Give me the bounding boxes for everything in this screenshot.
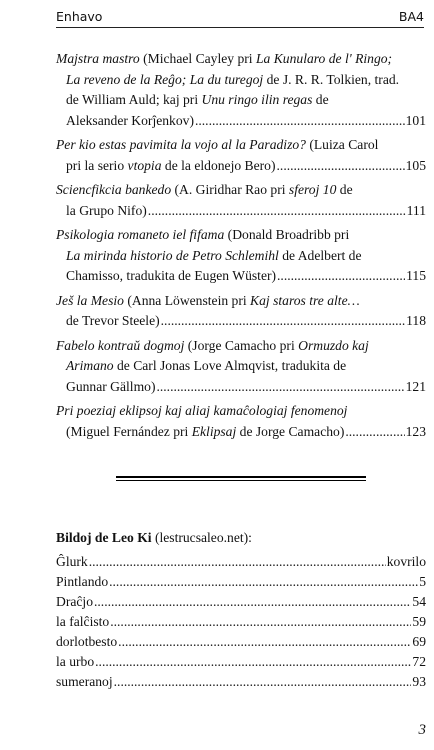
title-italic-segment: Unu ringo ilin regas xyxy=(201,92,313,107)
leader-dots xyxy=(277,156,405,177)
illustration-label: Ĝlurk xyxy=(56,554,88,569)
text-segment: (Jorge Camacho pri xyxy=(184,337,299,353)
title-italic-segment: Sciencfikcia bankedo xyxy=(56,182,172,197)
toc-page-number: 115 xyxy=(406,268,426,283)
illustration-page: kovrilo xyxy=(386,554,426,569)
toc-entry-line xyxy=(56,225,426,246)
illustration-page: 72 xyxy=(412,654,426,669)
leader-dots xyxy=(161,311,405,332)
leader-dots xyxy=(95,652,411,672)
toc-page-number: 123 xyxy=(405,423,426,439)
toc-entry-line xyxy=(56,336,426,357)
illustration-entry[interactable] xyxy=(56,612,426,632)
title-italic-segment: Eklipsaj xyxy=(191,423,237,439)
illustration-label: dorlotbesto xyxy=(56,634,118,649)
text-segment: de Carl Jonas Love Almqvist, tradukita de xyxy=(113,358,347,373)
toc-entry-text xyxy=(66,266,276,287)
title-italic-segment: Fabelo kontraŭ dogmoj xyxy=(56,337,185,353)
illustration-page: 54 xyxy=(412,594,426,609)
text-segment: de xyxy=(336,182,353,197)
leader-dots xyxy=(148,201,406,222)
text-segment: Gunnar Gällmo) xyxy=(66,378,156,394)
toc-entry-line xyxy=(56,70,426,91)
toc-entry-line xyxy=(56,291,426,312)
toc-entry-text xyxy=(66,201,147,222)
toc-entry[interactable] xyxy=(56,49,426,131)
toc-entry-last-line xyxy=(56,201,426,222)
illustration-page: 69 xyxy=(412,634,426,649)
toc-entry-line xyxy=(56,246,426,267)
text-segment: (A. Giridhar Rao pri xyxy=(171,182,289,197)
text-segment: Chamisso, tradukita de Eugen Wüster) xyxy=(66,268,277,283)
toc-entry[interactable] xyxy=(56,336,426,398)
text-segment: (Anna Löwenstein pri xyxy=(123,292,251,308)
toc-entry-text xyxy=(66,311,160,332)
leader-dots xyxy=(114,672,412,692)
leader-dots xyxy=(156,377,404,398)
toc-entry[interactable] xyxy=(56,401,426,442)
illustration-entry[interactable] xyxy=(56,652,426,672)
illustration-label: la urbo xyxy=(56,654,95,669)
illustration-page: 93 xyxy=(412,674,426,689)
text-segment: la Grupo Nifo) xyxy=(66,202,147,218)
illustration-page: 59 xyxy=(412,614,426,629)
illustration-label: Pintlando xyxy=(56,574,109,589)
illustrations-title-bold: Bildoj de Leo Ki xyxy=(56,530,152,545)
illustration-entry[interactable] xyxy=(56,572,426,592)
header-code: BA4 xyxy=(398,9,424,24)
toc-page-number: 111 xyxy=(406,202,426,218)
title-italic-segment: La reveno de la Reĝo; La du turegoj xyxy=(66,71,264,87)
title-italic-segment: Majstra mastro xyxy=(56,51,140,66)
illustrations-title xyxy=(56,528,426,548)
toc-entry-text xyxy=(66,422,344,443)
toc-entry-last-line xyxy=(56,377,426,398)
leader-dots xyxy=(345,422,404,443)
title-italic-segment: Per kio estas pavimita la vojo al la Paradizo? xyxy=(56,137,306,152)
text-segment: de William Auld; kaj pri xyxy=(66,92,202,107)
toc-page-number: 105 xyxy=(405,157,426,173)
table-of-contents xyxy=(56,49,426,446)
text-segment: (Miguel Fernández pri xyxy=(66,423,192,439)
toc-entry-last-line xyxy=(56,156,426,177)
illustration-label: Draĉjo xyxy=(56,594,93,609)
illustrations-rows xyxy=(56,552,426,692)
toc-entry-line xyxy=(56,180,426,201)
toc-entry-last-line xyxy=(56,311,426,332)
illustration-entry[interactable] xyxy=(56,552,426,572)
title-italic-segment: Pri poeziaj eklipsoj kaj aliaj kamaĉologiaj fenomenoj xyxy=(56,403,348,418)
toc-entry[interactable] xyxy=(56,225,426,287)
leader-dots xyxy=(277,266,405,287)
illustration-entry[interactable] xyxy=(56,592,426,612)
toc-entry-line xyxy=(56,135,426,156)
illustration-label: sumeranoj xyxy=(56,674,113,689)
toc-entry-text xyxy=(66,156,276,177)
illustration-page: 5 xyxy=(419,574,426,589)
title-italic-segment: Ješ la Mesio xyxy=(56,292,124,308)
text-segment: (Michael Cayley pri xyxy=(139,51,256,66)
title-italic-segment: La Kunularo de l' Ringo; xyxy=(255,51,393,66)
leader-dots xyxy=(89,552,386,572)
header-section-title: Enhavo xyxy=(56,9,103,24)
title-italic-segment: La mirinda historio de Petro Schlemihl xyxy=(66,247,279,263)
title-italic-segment: Ormuzdo kaj xyxy=(298,337,369,353)
toc-entry-last-line xyxy=(56,111,426,132)
toc-entry-text xyxy=(66,111,194,132)
running-header xyxy=(56,6,424,28)
toc-entry-text xyxy=(66,377,155,398)
illustrations-list xyxy=(56,528,426,692)
toc-entry[interactable] xyxy=(56,135,426,176)
toc-entry-line xyxy=(56,356,426,377)
illustrations-title-rest: (lestrucsaleo.net): xyxy=(151,530,252,545)
toc-page-number: 118 xyxy=(406,313,426,328)
title-italic-segment: vtopia xyxy=(127,157,162,173)
toc-entry-last-line xyxy=(56,422,426,443)
text-segment: de xyxy=(312,92,329,107)
title-italic-segment: Kaj staros tre alte… xyxy=(250,292,360,308)
text-segment: de la eldonejo Bero) xyxy=(161,157,276,173)
text-segment: de Trevor Steele) xyxy=(66,313,160,328)
illustration-entry[interactable] xyxy=(56,632,426,652)
toc-entry[interactable] xyxy=(56,180,426,221)
leader-dots xyxy=(118,632,411,652)
text-segment: de J. R. R. Tolkien, trad. xyxy=(263,71,400,87)
text-segment: de Jorge Camacho) xyxy=(236,423,345,439)
divider-rule-thin xyxy=(116,480,366,481)
text-segment: (Donald Broadribb pri xyxy=(224,227,350,242)
title-italic-segment: sferoj 10 xyxy=(288,182,337,197)
toc-page-number: 101 xyxy=(405,112,426,128)
text-segment: Aleksander Korĵenkov) xyxy=(66,112,194,128)
text-segment: pri la serio xyxy=(66,157,128,173)
leader-dots xyxy=(110,612,411,632)
toc-page-number: 121 xyxy=(405,378,426,394)
toc-entry-line xyxy=(56,90,426,111)
toc-entry-line xyxy=(56,49,426,70)
toc-entry-last-line xyxy=(56,266,426,287)
leader-dots xyxy=(109,572,418,592)
title-italic-segment: Psikologia romaneto iel fifama xyxy=(56,227,225,242)
illustration-label: la falĉisto xyxy=(56,614,110,629)
text-segment: (Luiza Carol xyxy=(305,137,379,152)
title-italic-segment: Arimano xyxy=(66,358,114,373)
illustration-entry[interactable] xyxy=(56,672,426,692)
text-segment: de Adelbert de xyxy=(278,247,362,263)
divider-rule xyxy=(116,476,366,478)
page-number: 3 xyxy=(418,722,426,738)
leader-dots xyxy=(195,111,405,132)
toc-entry[interactable] xyxy=(56,291,426,332)
toc-entry-line xyxy=(56,401,426,422)
leader-dots xyxy=(94,592,411,612)
